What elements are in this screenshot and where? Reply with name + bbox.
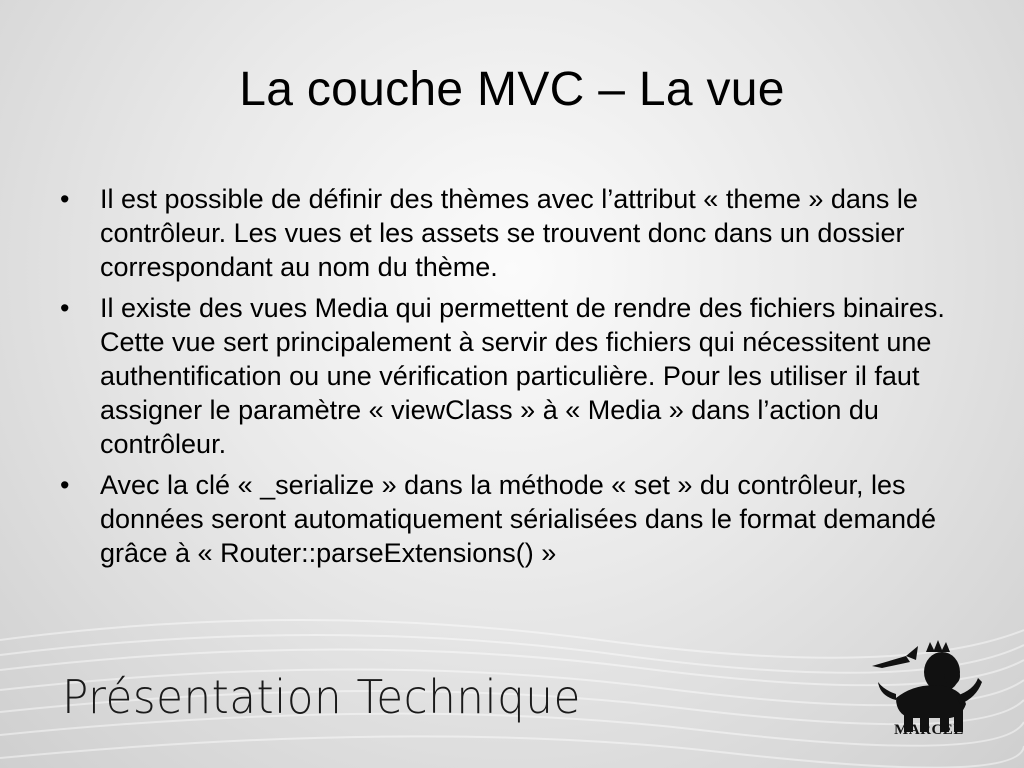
bullet-marker: • [60, 184, 70, 214]
slide-title: La couche MVC – La vue [239, 63, 785, 116]
bullet-text: Avec la clé « _serialize » dans la méthode « set » du contrôleur, les données seront automatiquement sérialisées dans le format demandé grâce à « Router::parseExtensions() » [100, 469, 936, 569]
bullet-item [60, 291, 960, 462]
bullet-marker: • [60, 469, 70, 500]
bullet-item [60, 468, 960, 571]
bullet-list [60, 182, 960, 576]
footer-title: Présentation Technique [62, 670, 581, 724]
bullet-text: Il existe des vues Media qui permettent de rendre des fichiers binaires. Cette vue sert principalement à servir des fichiers qui nécessitent une authentification ou une vérification particulière. Pour les utiliser il faut assigner le paramètre « viewClass » à « Media » dans l’action du contrôleur. [100, 292, 945, 460]
bullet-marker: • [60, 292, 70, 323]
logo-text: MARCEL [894, 722, 964, 738]
bullet-item [60, 182, 960, 285]
bullet-text: Il est possible de définir des thèmes avec l’attribut « theme » dans le contrôleur. Les vues et les assets se trouvent donc dans un dossier correspondant au nom du thème. [100, 184, 918, 283]
